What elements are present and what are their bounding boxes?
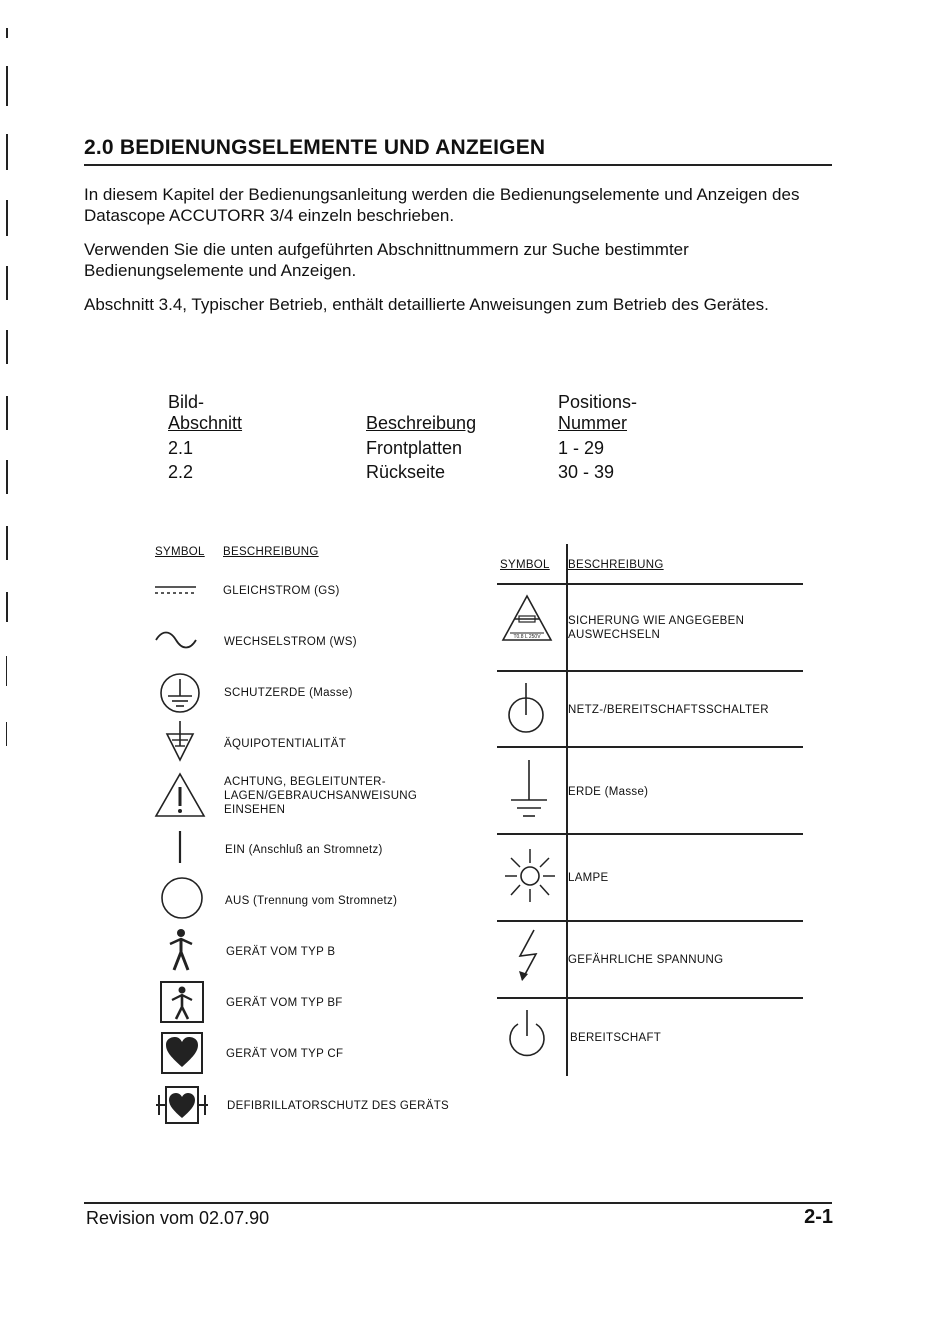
- symbol-description: ÄQUIPOTENTIALITÄT: [224, 738, 347, 750]
- page-number: 2-1: [804, 1206, 833, 1228]
- symbol-description: ACHTUNG, BEGLEITUNTER- LAGEN/GEBRAUCHSANWEISUNG EINSEHEN: [224, 776, 418, 816]
- symbol-description: GERÄT VOM TYP B: [226, 946, 336, 958]
- symbol-description: SCHUTZERDE (Masse): [224, 687, 353, 699]
- type-bf-icon: [159, 980, 205, 1024]
- type-cf-icon: [160, 1031, 204, 1075]
- margin-bar: [6, 526, 8, 560]
- section-table-cell: Rückseite: [366, 462, 446, 482]
- symbol-description: GERÄT VOM TYP CF: [226, 1048, 344, 1060]
- title-rule: [84, 164, 832, 166]
- symbol-description: WECHSELSTROM (WS): [224, 636, 357, 648]
- section-table-header-positions-line2: Nummer: [558, 413, 628, 433]
- symbol-description: GERÄT VOM TYP BF: [226, 997, 343, 1009]
- footer-rule: [84, 1202, 832, 1204]
- table-row-divider: [497, 997, 803, 999]
- section-table-header-section-line1: Bild-: [168, 392, 205, 412]
- symbol-description: ERDE (Masse): [568, 786, 649, 798]
- symbol-description: LAMPE: [568, 872, 609, 884]
- table-row-divider: [497, 670, 803, 672]
- margin-bar: [6, 28, 8, 38]
- lamp-icon: [503, 846, 557, 904]
- margin-bar: [6, 134, 8, 170]
- margin-bar: [6, 592, 8, 622]
- power-standby-switch-icon: [506, 681, 546, 735]
- section-table-cell: 2.2: [168, 462, 194, 482]
- symbol-header: SYMBOL: [500, 559, 550, 571]
- section-table-header-positions-line1: Positions-: [558, 392, 638, 412]
- defibrillator-proof-icon: [154, 1085, 210, 1125]
- margin-bar: [6, 266, 8, 300]
- section-table-header-description: Beschreibung: [366, 413, 477, 433]
- high-voltage-icon: [510, 928, 546, 984]
- description-header: BESCHREIBUNG: [223, 546, 319, 558]
- symbol-description: EIN (Anschluß an Stromnetz): [225, 844, 383, 856]
- section-table-header-section-line2: Abschnitt: [168, 413, 243, 433]
- power-off-icon: [160, 876, 204, 920]
- fuse-warning-icon: [501, 594, 553, 644]
- symbol-description: BEREITSCHAFT: [570, 1032, 662, 1044]
- section-table-cell: 30 - 39: [558, 462, 615, 482]
- margin-bar: [6, 200, 8, 236]
- table-row-divider: [497, 583, 803, 585]
- dc-current-icon: [154, 584, 198, 596]
- symbol-description: GLEICHSTROM (GS): [223, 585, 340, 597]
- table-row-divider: [497, 920, 803, 922]
- symbol-description: DEFIBRILLATORSCHUTZ DES GERÄTS: [227, 1100, 449, 1112]
- revision-date: Revision vom 02.07.90: [86, 1208, 270, 1228]
- margin-bar: [6, 330, 8, 364]
- section-table-cell: Frontplatten: [366, 438, 463, 458]
- symbol-description: SICHERUNG WIE ANGEGEBEN AUSWECHSELN: [568, 615, 745, 641]
- intro-paragraph: In diesem Kapitel der Bedienungsanleitung werden die Bedienungselemente und Anzeigen des Datascope ACCUTORR 3/4 einzeln beschrieben.: [84, 185, 800, 225]
- margin-bar: [6, 460, 8, 494]
- margin-bar: [6, 722, 7, 746]
- symbol-description: AUS (Trennung vom Stromnetz): [225, 895, 398, 907]
- symbol-header: SYMBOL: [155, 546, 205, 558]
- section-table-cell: 2.1: [168, 438, 194, 458]
- fuse-rating-label: T0.8 L 250V: [513, 634, 541, 640]
- power-on-icon: [176, 830, 184, 864]
- warning-triangle-icon: [154, 772, 206, 818]
- symbol-description: GEFÄHRLICHE SPANNUNG: [568, 954, 724, 966]
- symbol-description: NETZ-/BEREITSCHAFTSSCHALTER: [568, 704, 769, 716]
- earth-ground-icon: [509, 758, 549, 820]
- margin-bar: [6, 396, 8, 430]
- margin-bar: [6, 656, 7, 686]
- table-row-divider: [497, 746, 803, 748]
- typical-operation-paragraph: Abschnitt 3.4, Typischer Betrieb, enthält detaillierte Anweisungen zum Betrieb des Gerätes.: [84, 295, 769, 314]
- margin-bar: [6, 66, 8, 106]
- standby-icon: [505, 1008, 549, 1062]
- ac-current-icon: [154, 630, 198, 650]
- equipotential-icon: [164, 720, 196, 762]
- protective-earth-icon: [159, 672, 201, 714]
- description-header: BESCHREIBUNG: [568, 559, 664, 571]
- type-b-icon: [166, 928, 196, 972]
- page-title: 2.0 BEDIENUNGSELEMENTE UND ANZEIGEN: [84, 136, 546, 159]
- section-lookup-paragraph: Verwenden Sie die unten aufgeführten Abschnittnummern zur Suche bestimmter Bedienungselemente und Anzeigen.: [84, 240, 689, 280]
- section-table-cell: 1 - 29: [558, 438, 605, 458]
- table-row-divider: [497, 833, 803, 835]
